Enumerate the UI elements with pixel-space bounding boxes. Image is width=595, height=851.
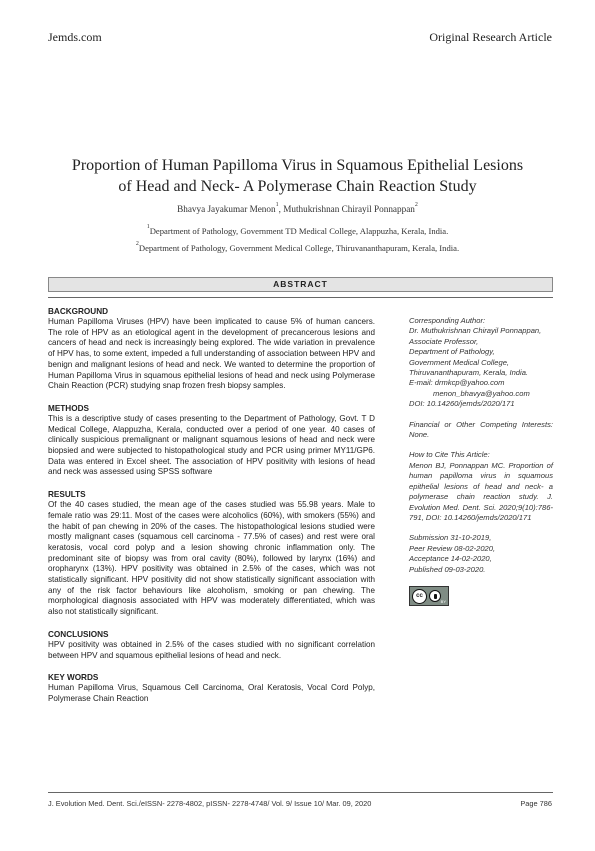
affiliation-marker: 1 <box>146 224 150 230</box>
affiliation-2 <box>30 243 565 253</box>
email-link[interactable]: E-mail: drmkcp@yahoo.com <box>409 378 505 388</box>
section-heading: KEY WORDS <box>48 673 99 683</box>
article-title-line-1: Proportion of Human Papilloma Virus in Squamous Epithelial Lesions <box>71 157 524 174</box>
section-heading: CONCLUSIONS <box>48 629 109 639</box>
cc-by-license-icon[interactable] <box>409 586 449 606</box>
person-icon <box>429 590 441 602</box>
conclusions-section <box>48 629 375 661</box>
affiliation-text: Department of Pathology, Government TD Medical College, Alappuzha, Kerala, India. <box>149 226 449 236</box>
section-text: This is a descriptive study of cases presenting to the Department of Pathology, Govt. T D Medical College, Alappuzha, Kerala, conducted over a period of one year. 40 cases of clinically suspicious premalignant or malignant squamous lesions of head and neck were biopsied and were subjected to histopathological study and PCR using primer MY11/GP6. Data was entered in Excel sheet. The association of HPV positivity with lesions of head and neck was assessed using SPSS software <box>48 413 375 477</box>
author-name: Bhavya Jayakumar Menon <box>177 204 276 214</box>
section-text: Of the 40 cases studied, the mean age of the cases studied was 55.98 years. Male to female ratio was 29:11. Most of the cases were alcoholics (60%), with smokers (55%) and the habit of pan chewing in 20% of the cases. The histopathological lesions studied were mostly malignant cases (squamous cell carcinoma - 77.5% of cases) and rest were oral keratosis, vocal cord polyp and a lesion showing chronic inflammation only. The predominant site of biopsy was from oral cavity (80%), followed by larynx (16%) and oropharynx (13%). HPV positivity was obtained in 2.5% of the cases, which was not statistically significant. HPV positivity did not show statistically significant association with any of the risk factor behaviours like alcoholism, smoking or pan chewing. The morphological diagnosis associated with HPV was moderately differentiated, which was also not statistically significant. <box>48 500 375 617</box>
footer-divider <box>48 792 553 793</box>
sidebar-line: Department of Pathology, <box>409 347 495 357</box>
by-label: BY <box>440 599 446 604</box>
sidebar-line: Government Medical College, <box>409 357 510 367</box>
article-sidebar <box>409 316 553 585</box>
sidebar-line: Associate Professor, <box>409 336 479 346</box>
page-number: Page 786 <box>520 799 552 808</box>
dates-block <box>409 533 553 575</box>
sidebar-line: Thiruvananthapuram, Kerala, India. <box>409 368 529 378</box>
citation-block <box>409 450 553 523</box>
abstract-heading: ABSTRACT <box>48 277 553 292</box>
background-section <box>48 306 375 392</box>
affiliation-text: Department of Pathology, Government Medical College, Thiruvananthapuram, Kerala, India. <box>138 243 460 253</box>
affiliation-1 <box>30 226 565 236</box>
sidebar-line: Corresponding Author: <box>409 316 486 325</box>
citation-text: Menon BJ, Ponnappan MC. Proportion of human papilloma virus in squamous epithelial lesions of head and neck- a polymerase chain reaction study. J. Evolution Med. Dent. Sci. 2020;9(10):786-791, DOI: 10.14260/jemds/2020/171 <box>409 460 553 522</box>
date-line: Acceptance 14-02-2020, <box>409 554 492 564</box>
abstract-body <box>48 306 375 716</box>
journal-site-name: Jemds.com <box>48 30 102 44</box>
citation-heading: How to Cite This Article: <box>409 450 490 460</box>
author-separator: , <box>278 204 284 214</box>
section-heading: METHODS <box>48 403 89 413</box>
author-affiliation-marker: 1 <box>275 202 279 208</box>
date-line: Peer Review 08-02-2020, <box>409 543 496 553</box>
section-text: HPV positivity was obtained in 2.5% of the cases studied with no significant correlation between HPV and squamous epithelial lesions of head and neck. <box>48 639 375 660</box>
doi-link[interactable]: DOI: 10.14260/jemds/2020/171 <box>409 399 515 409</box>
keywords-section <box>48 672 375 704</box>
article-type-label: Original Research Article <box>429 30 552 44</box>
section-heading: BACKGROUND <box>48 307 109 316</box>
email-link[interactable]: menon_bhavya@yahoo.com <box>433 388 530 398</box>
footer-citation: J. Evolution Med. Dent. Sci./eISSN- 2278-4802, pISSN- 2278-4748/ Vol. 9/ Issue 10/ Mar. 09, 2020 <box>48 799 372 808</box>
results-section <box>48 489 375 618</box>
cc-icon: cc <box>412 589 427 604</box>
author-name: Muthukrishnan Chirayil Ponnappan <box>283 204 415 214</box>
author-list <box>30 204 565 214</box>
article-title <box>30 155 565 197</box>
affiliation-marker: 2 <box>135 241 139 247</box>
article-title-line-2: of Head and Neck- A Polymerase Chain Reaction Study <box>118 178 477 195</box>
methods-section <box>48 403 375 478</box>
date-line: Submission 31-10-2019, <box>409 533 492 543</box>
author-affiliation-marker: 2 <box>414 202 418 208</box>
abstract-divider <box>48 297 553 298</box>
section-text: Human Papilloma Viruses (HPV) have been implicated to cause 5% of human cancers. The role of HPV as an etiological agent in the development of precancerous lesions and cancers of head and neck is increasingly being explored. The wide variation in prevalence of HPV has, to some extent, impeded a full understanding of association between HPV and benign and malignant lesions of head and neck. We wanted to determine the proportion of Human Papilloma Virus in squamous epithelial lesions of head and neck using Polymerase Chain Reaction (PCR) studying snap frozen fresh biopsy samples. <box>48 317 375 391</box>
sidebar-line: Dr. Muthukrishnan Chirayil Ponnappan, <box>409 326 542 336</box>
section-text: Human Papilloma Virus, Squamous Cell Carcinoma, Oral Keratosis, Vocal Cord Polyp, Polymerase Chain Reaction <box>48 683 375 703</box>
date-line: Published 09-03-2020. <box>409 564 486 574</box>
competing-interests: Financial or Other Competing Interests: None. <box>409 419 553 440</box>
section-heading: RESULTS <box>48 490 86 500</box>
corresponding-author-block <box>409 316 553 410</box>
